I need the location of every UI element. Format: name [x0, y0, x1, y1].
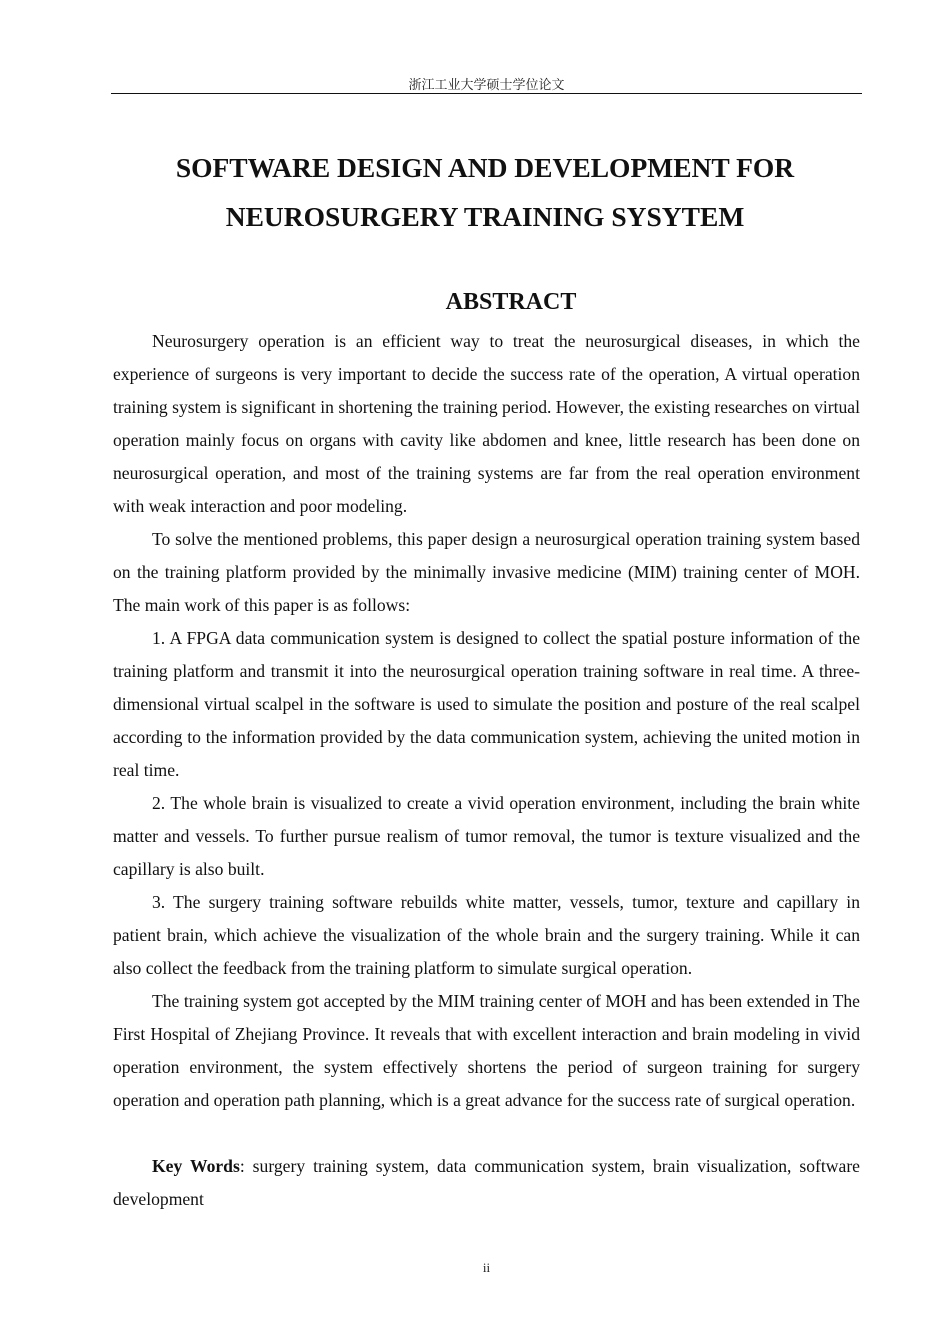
page-header: 浙江工业大学硕士学位论文	[408, 77, 565, 92]
abstract-heading: ABSTRACT	[445, 289, 577, 315]
keywords-text: : surgery training system, data communication system, brain visualization, software development	[113, 1156, 860, 1209]
abstract-body	[113, 325, 860, 1216]
keywords-paragraph	[113, 1150, 860, 1216]
abstract-paragraph-2: To solve the mentioned problems, this paper design a neurosurgical operation training system based on the training platform provided by the minimally invasive medicine (MIM) training center of MOH. The main work of this paper is as follows:	[113, 529, 860, 615]
abstract-paragraph-4: 2. The whole brain is visualized to create a vivid operation environment, including the brain white matter and vessels. To further pursue realism of tumor removal, the tumor is texture visualized and the capillary is also built.	[113, 793, 860, 879]
title-line-2: NEUROSURGERY TRAINING SYSYTEM	[225, 201, 745, 232]
header-rule	[111, 93, 862, 94]
title-line-1: SOFTWARE DESIGN AND DEVELOPMENT FOR	[175, 152, 795, 183]
keywords-label: Key Words	[152, 1156, 240, 1176]
page-number: ii	[482, 1260, 491, 1275]
abstract-paragraph-3: 1. A FPGA data communication system is designed to collect the spatial posture information of the training platform and transmit it into the neurosurgical operation training software in real time. A three-dimensional virtual scalpel in the software is used to simulate the position and posture of the real scalpel according to the information provided by the data communication system, achieving the united motion in real time.	[113, 628, 860, 780]
abstract-paragraph-5: 3. The surgery training software rebuilds white matter, vessels, tumor, texture and capillary in patient brain, which achieve the visualization of the whole brain and the surgery training. While it can also collect the feedback from the training platform to simulate surgical operation.	[113, 892, 860, 978]
abstract-paragraph-1: Neurosurgery operation is an efficient way to treat the neurosurgical diseases, in which the experience of surgeons is very important to decide the success rate of the operation, A virtual operation training system is significant in shortening the training period. However, the existing researches on virtual operation mainly focus on organs with cavity like abdomen and knee, little research has been done on neurosurgical operation, and most of the training systems are far from the real operation environment with weak interaction and poor modeling.	[113, 331, 860, 516]
abstract-paragraph-6: The training system got accepted by the MIM training center of MOH and has been extended in The First Hospital of Zhejiang Province. It reveals that with excellent interaction and brain modeling in vivid operation environment, the system effectively shortens the period of surgeon training for surgery operation and operation path planning, which is a great advance for the success rate of surgical operation.	[113, 991, 860, 1110]
